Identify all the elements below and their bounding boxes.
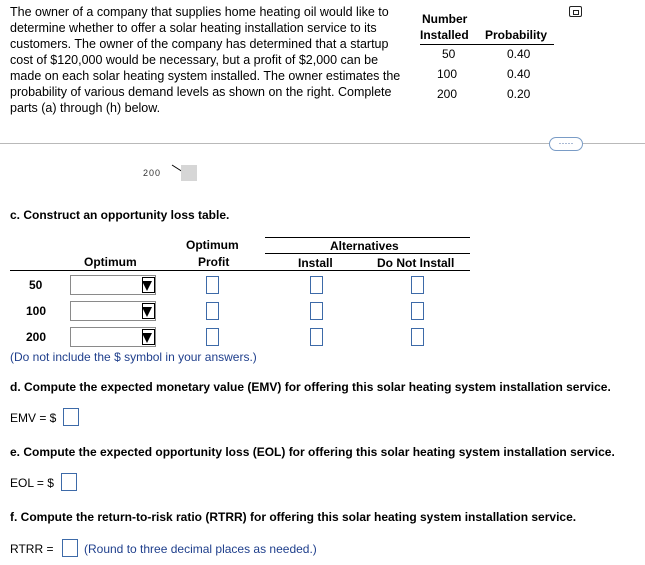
not-install-loss-input[interactable] <box>411 276 424 294</box>
eol-input[interactable] <box>61 473 77 491</box>
emv-label: EMV = $ <box>10 411 57 425</box>
prob-header-installed: Installed <box>420 28 469 42</box>
part-c-note: (Do not include the $ symbol in your answers.) <box>10 350 257 364</box>
part-d-title: d. Compute the expected monetary value (EMV) for offering this solar heating system installation service. <box>10 380 611 394</box>
not-install-loss-input[interactable] <box>411 328 424 346</box>
col-optimum-profit-line2: Profit <box>198 255 230 269</box>
eol-label: EOL = $ <box>10 476 54 490</box>
col-optimum: Optimum <box>84 255 137 269</box>
prob-probability-cell: 0.40 <box>507 47 531 61</box>
fragment-input-box <box>181 165 197 181</box>
prob-probability-cell: 0.20 <box>507 87 531 101</box>
row-label-100: 100 <box>26 304 47 318</box>
row-label-200: 200 <box>26 330 47 344</box>
popout-icon[interactable] <box>569 6 582 17</box>
part-e-title: e. Compute the expected opportunity loss (EOL) for offering this solar heating system installation service. <box>10 445 615 459</box>
rtrr-note: (Round to three decimal places as needed.) <box>84 542 317 556</box>
optimum-dropdown[interactable] <box>70 301 156 321</box>
optimum-profit-input[interactable] <box>206 328 219 346</box>
optimum-dropdown[interactable] <box>70 275 156 295</box>
dropdown-arrow-box <box>142 329 155 345</box>
prob-installed-cell: 50 <box>442 47 456 61</box>
emv-input[interactable] <box>63 408 79 426</box>
install-loss-input[interactable] <box>310 302 323 320</box>
table-header-rule <box>10 270 470 271</box>
col-do-not-install: Do Not Install <box>377 256 455 270</box>
dropdown-arrow-box <box>142 277 155 293</box>
optimum-dropdown[interactable] <box>70 327 156 347</box>
part-f-title: f. Compute the return-to-risk ratio (RTRR) for offering this solar heating system installation service. <box>10 510 577 524</box>
alternatives-header: Alternatives <box>330 239 399 253</box>
prob-header-number: Number <box>422 12 468 26</box>
optimum-profit-input[interactable] <box>206 276 219 294</box>
prob-header-probability: Probability <box>485 28 548 42</box>
not-install-loss-input[interactable] <box>411 302 424 320</box>
install-loss-input[interactable] <box>310 328 323 346</box>
col-install: Install <box>298 256 333 270</box>
row-label-50: 50 <box>29 278 43 292</box>
more-button[interactable]: ····· <box>549 137 583 151</box>
optimum-profit-input[interactable] <box>206 302 219 320</box>
chevron-down-icon <box>142 281 152 291</box>
chevron-down-icon <box>142 333 152 343</box>
alternatives-top-rule <box>265 237 470 238</box>
scrolled-fragment-text: 200 <box>143 168 162 178</box>
prob-header-rule <box>420 44 554 45</box>
install-loss-input[interactable] <box>310 276 323 294</box>
prob-probability-cell: 0.40 <box>507 67 531 81</box>
rtrr-input[interactable] <box>62 539 78 557</box>
chevron-down-icon <box>142 307 152 317</box>
prob-installed-cell: 200 <box>437 87 458 101</box>
dropdown-arrow-box <box>142 303 155 319</box>
col-optimum-profit-line1: Optimum <box>186 238 239 252</box>
prob-installed-cell: 100 <box>437 67 458 81</box>
rtrr-label: RTRR = <box>10 542 54 556</box>
alternatives-mid-rule <box>265 253 470 254</box>
part-c-title: c. Construct an opportunity loss table. <box>10 208 230 222</box>
problem-statement: The owner of a company that supplies home heating oil would like to determine whether to offer a solar heating installation service to its customers. The owner of the company has determined that a startup cost of $120,000 would be necessary, but a profit of $2,000 can be made on each solar heating system installed. The owner estimates the probability of various demand levels as shown on the right. Complete parts (a) through (h) below. <box>10 5 401 115</box>
